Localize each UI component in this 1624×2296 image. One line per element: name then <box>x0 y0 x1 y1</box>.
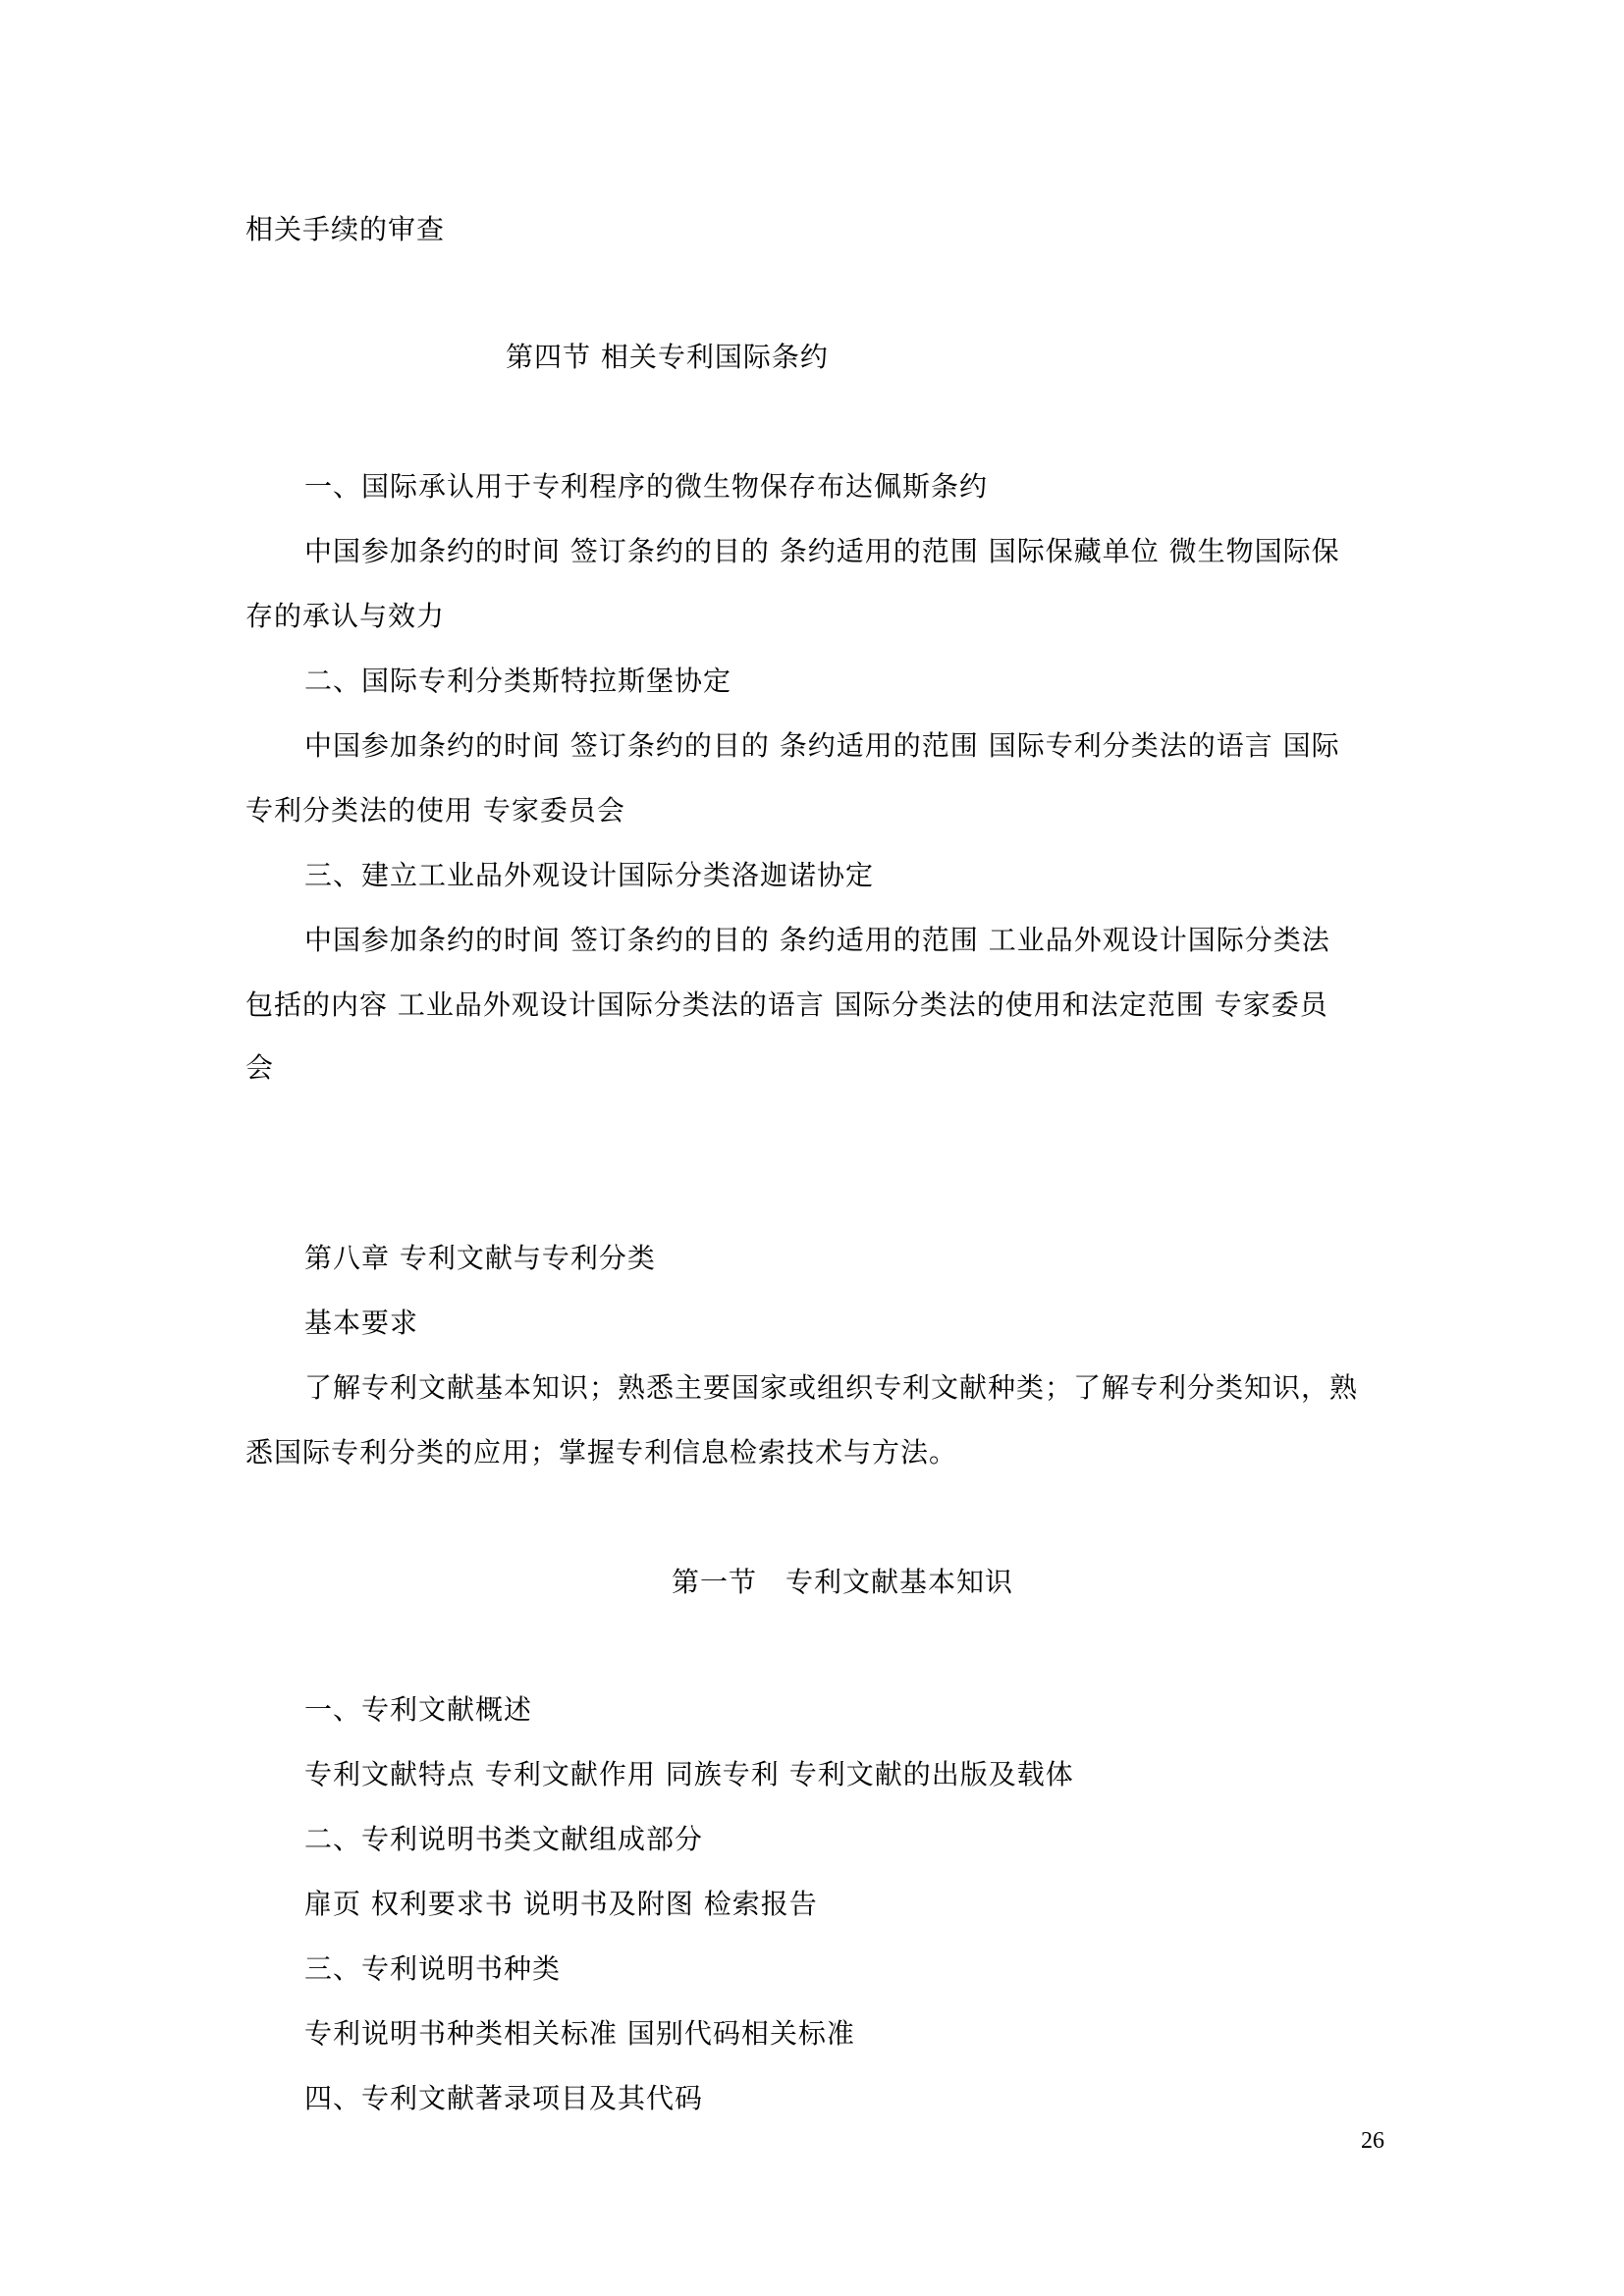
section-1-item-1-heading: 一、专利文献概述 <box>304 1693 533 1726</box>
section-1-item-2-heading: 二、专利说明书类文献组成部分 <box>304 1823 704 1855</box>
section-1-item-2-content: 扉页 权利要求书 说明书及附图 检索报告 <box>304 1888 818 1920</box>
chapter-8-title: 第八章 专利文献与专利分类 <box>304 1242 656 1274</box>
section-4-item-2-line-2: 专利分类法的使用 专家委员会 <box>245 794 625 827</box>
section-1-item-4-heading: 四、专利文献著录项目及其代码 <box>304 2082 704 2114</box>
section-4-title: 第四节 相关专利国际条约 <box>506 341 829 373</box>
section-4-item-3-line-3: 会 <box>245 1051 275 1084</box>
section-1-title: 第一节 专利文献基本知识 <box>672 1566 1014 1598</box>
requirements-line-1: 了解专利文献基本知识；熟悉主要国家或组织专利文献种类；了解专利分类知识，熟 <box>304 1371 1359 1404</box>
section-4-item-2-line-1: 中国参加条约的时间 签订条约的目的 条约适用的范围 国际专利分类法的语言 国际 <box>304 729 1340 762</box>
section-4-item-1-line-1: 中国参加条约的时间 签订条约的目的 条约适用的范围 国际保藏单位 微生物国际保 <box>304 535 1340 567</box>
section-4-item-1-line-2: 存的承认与效力 <box>245 600 446 632</box>
continued-topic-line: 相关手续的审查 <box>245 213 446 245</box>
section-4-item-3-line-2: 包括的内容 工业品外观设计国际分类法的语言 国际分类法的使用和法定范围 专家委员 <box>245 988 1328 1021</box>
section-4-item-3-line-1: 中国参加条约的时间 签订条约的目的 条约适用的范围 工业品外观设计国际分类法 <box>304 924 1330 956</box>
basic-requirements-heading: 基本要求 <box>304 1307 419 1339</box>
section-1-item-3-content: 专利说明书种类相关标准 国别代码相关标准 <box>304 2017 855 2050</box>
section-4-item-3-heading: 三、建立工业品外观设计国际分类洛迦诺协定 <box>304 859 875 891</box>
section-1-item-1-content: 专利文献特点 专利文献作用 同族专利 专利文献的出版及载体 <box>304 1758 1074 1790</box>
section-1-item-3-heading: 三、专利说明书种类 <box>304 1952 562 1985</box>
section-4-item-2-heading: 二、国际专利分类斯特拉斯堡协定 <box>304 665 732 697</box>
section-4-item-1-heading: 一、国际承认用于专利程序的微生物保存布达佩斯条约 <box>304 470 989 503</box>
requirements-line-2: 悉国际专利分类的应用；掌握专利信息检索技术与方法。 <box>245 1436 958 1468</box>
page-number: 26 <box>1361 2128 1384 2154</box>
